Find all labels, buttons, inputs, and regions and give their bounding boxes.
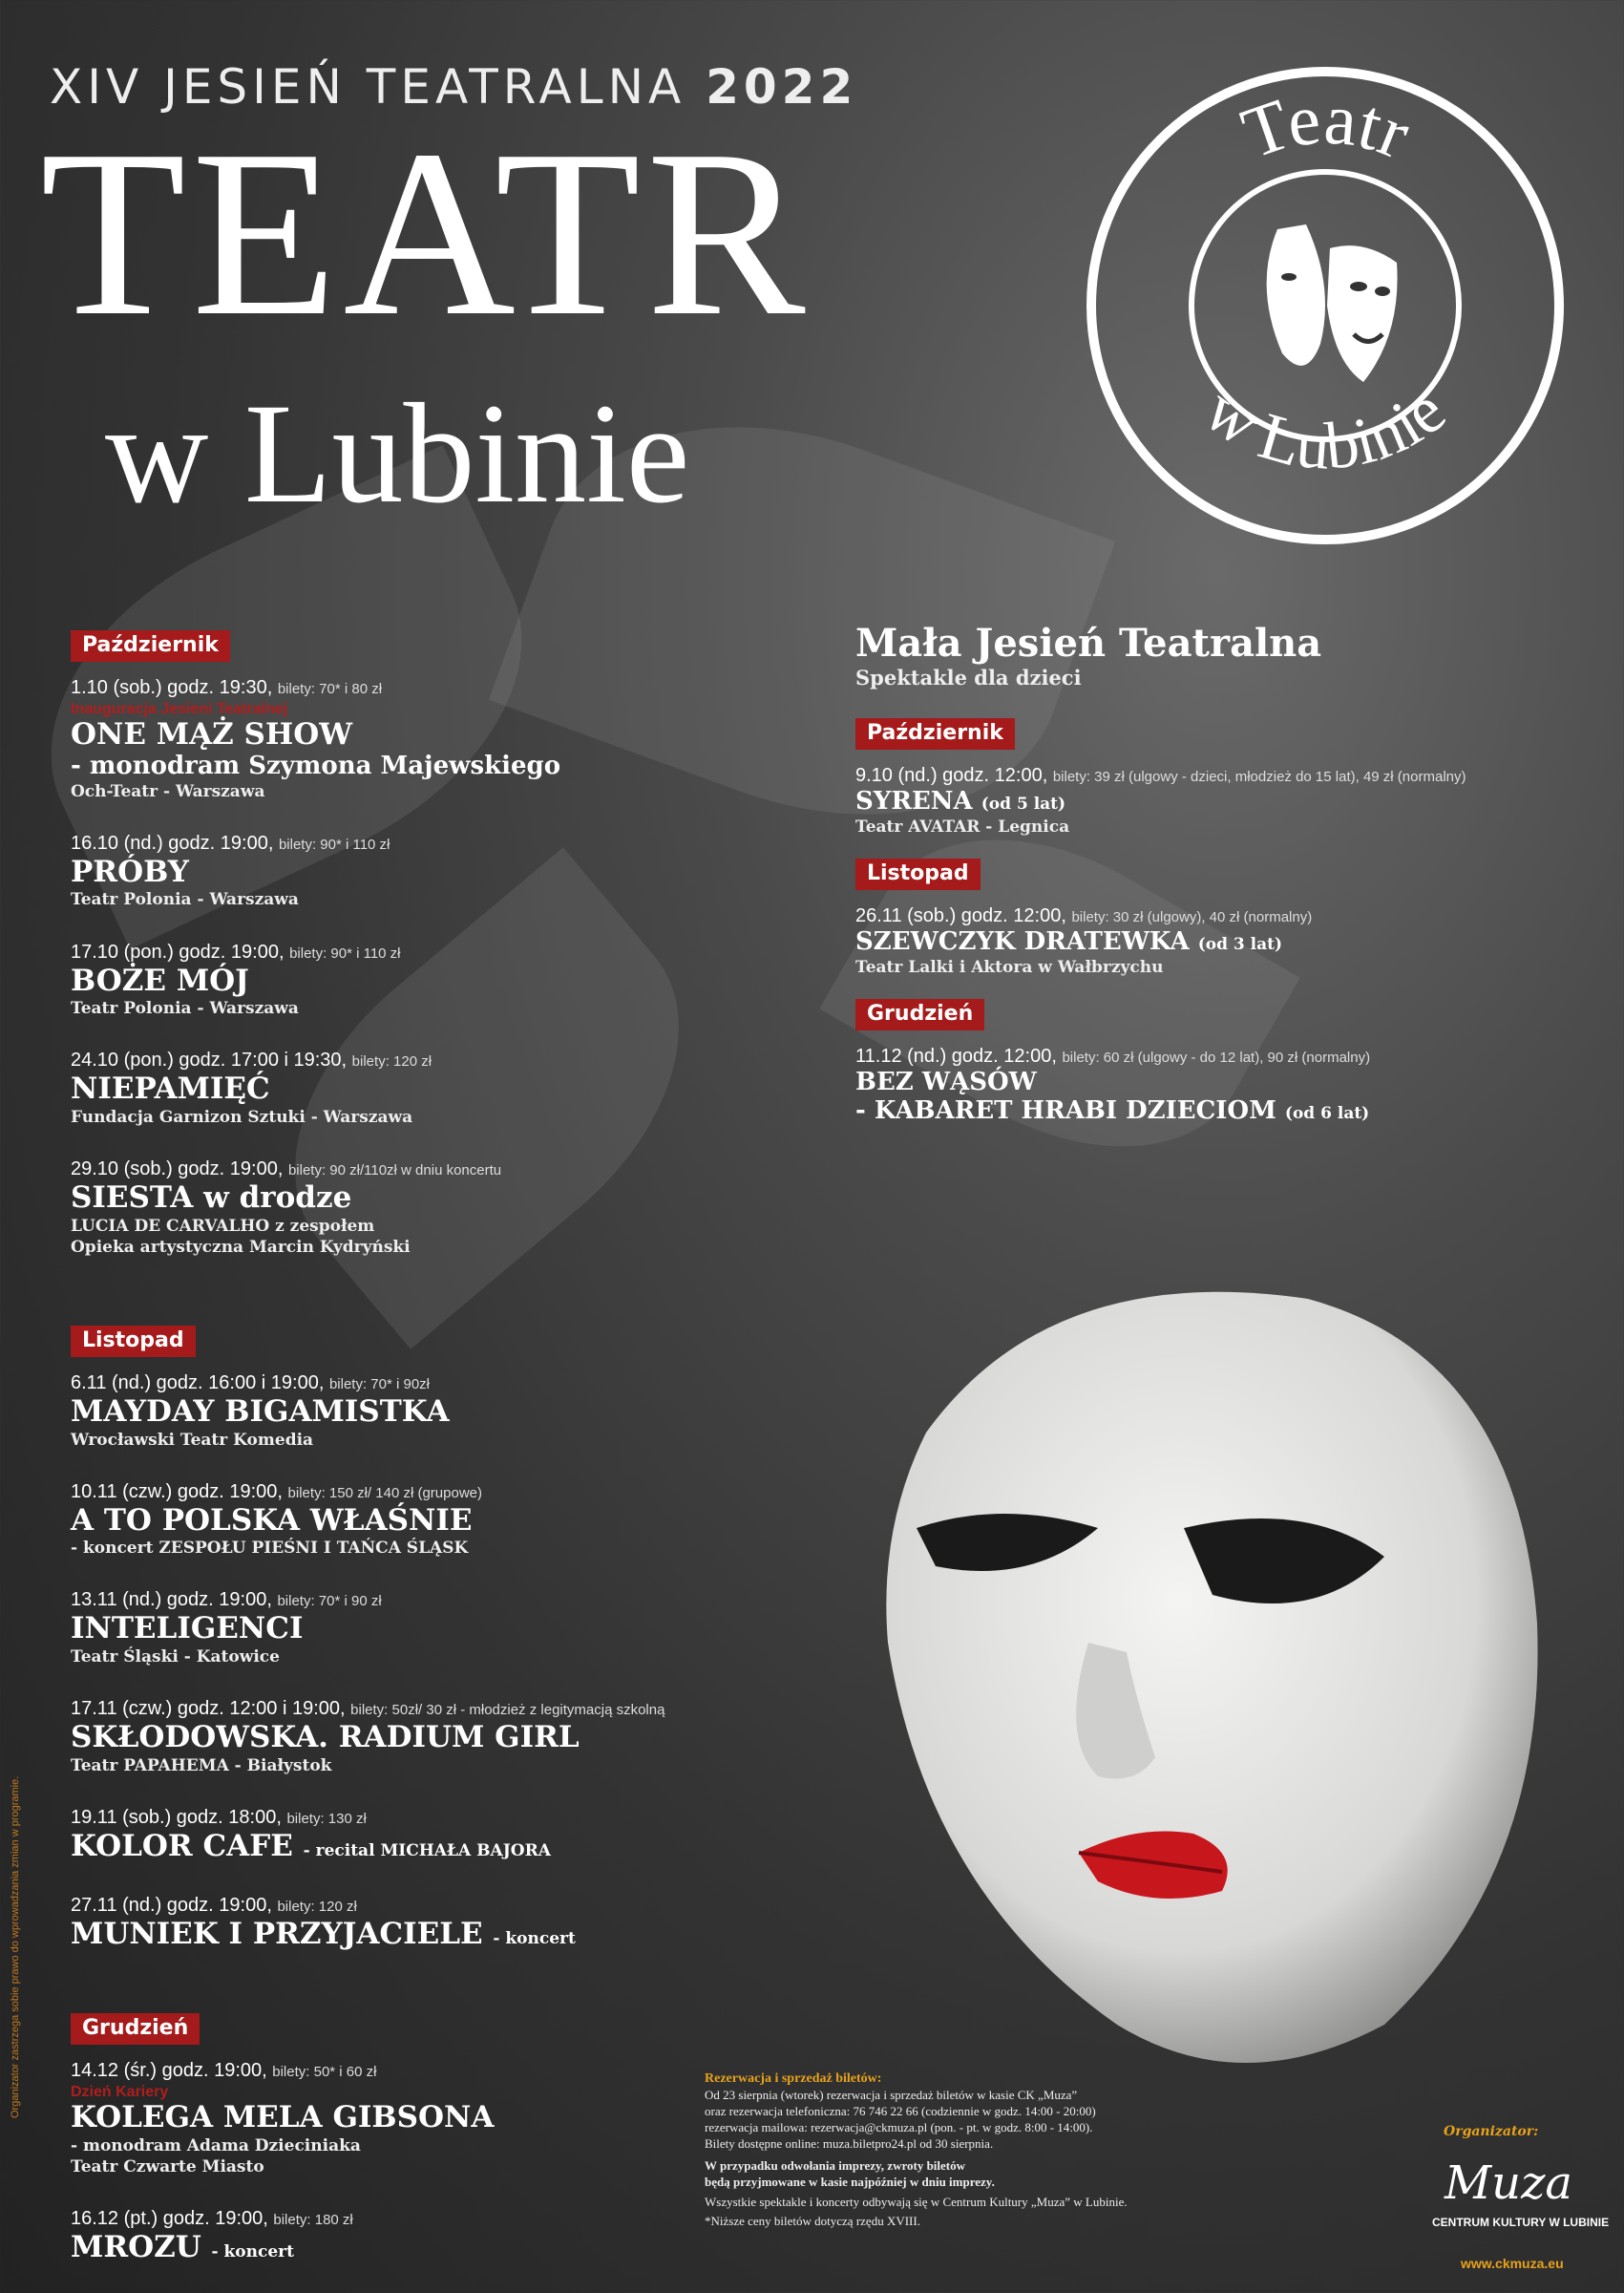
event-title-text: BEZ WĄSÓW [855, 1067, 1037, 1096]
event-item [71, 940, 739, 1020]
event-performer: Teatr Czwarte Miasto [71, 2156, 264, 2176]
event-item [71, 1048, 739, 1128]
event-tickets: bilety: 30 zł (ulgowy), 40 zł (normalny) [1071, 908, 1313, 925]
event-title-text: BOŻE MÓJ [71, 963, 249, 998]
event-performer: Wrocławski Teatr Komedia [71, 1430, 314, 1450]
left-program-november [71, 1326, 739, 1980]
event-title-suffix: - recital MICHAŁA BAJORA [303, 1840, 551, 1860]
muza-logo [1413, 2149, 1604, 2216]
event-date: 11.12 (nd.) godz. 12:00, [855, 1045, 1057, 1067]
event-date: 16.10 (nd.) godz. 19:00, [71, 832, 274, 854]
event-datetime [71, 1479, 739, 1504]
month-label: Listopad [855, 859, 981, 890]
event-title-line2 [855, 1097, 1600, 1126]
event-performer: Och-Teatr - Warszawa [71, 781, 265, 801]
event-date: 6.11 (nd.) godz. 16:00 i 19:00, [71, 1372, 325, 1393]
event-item [71, 1696, 739, 1776]
event-age: (od 3 lat) [1197, 934, 1283, 954]
event-tickets: bilety: 39 zł (ulgowy - dzieci, młodzież do 15 lat), 49 zł (normalny) [1052, 769, 1466, 785]
event-tickets: bilety: 70* i 80 zł [277, 681, 383, 697]
event-title-text: SKŁODOWSKA. RADIUM GIRL [71, 1720, 580, 1755]
event-item [71, 675, 739, 802]
event-title-text: MUNIEK I PRZYJACIELE [71, 1916, 483, 1951]
month-label-november: Listopad [71, 1326, 196, 1357]
refund-note: będą przyjmowane w kasie najpóźniej w dniu imprezy. [705, 2174, 995, 2189]
event-tickets: bilety: 90* i 110 zł [278, 836, 390, 853]
event-tickets: bilety: 70* i 90zł [328, 1376, 430, 1392]
event-datetime [855, 903, 1600, 928]
event-date: 9.10 (nd.) godz. 12:00, [855, 765, 1048, 786]
event-title [71, 1504, 739, 1539]
left-program-december [71, 2013, 739, 2293]
event-tickets: bilety: 180 zł [273, 2212, 353, 2229]
event-datetime [71, 675, 739, 700]
event-datetime [71, 831, 739, 856]
event-tickets: bilety: 150 zł/ 140 zł (grupowe) [287, 1484, 482, 1501]
event-performer: - monodram Adama Dzieciniaka [71, 2135, 361, 2155]
event-date: 14.12 (śr.) godz. 19:00, [71, 2060, 267, 2081]
event-performer: LUCIA DE CARVALHO z zespołem [71, 1216, 375, 1236]
event-title [71, 965, 739, 999]
event-title-text: MAYDAY BIGAMISTKA [71, 1394, 450, 1429]
event-age: (od 6 lat) [1284, 1103, 1370, 1123]
event-datetime [71, 940, 739, 965]
event-tickets: bilety: 70* i 90 zł [277, 1593, 382, 1610]
event-item [71, 1370, 739, 1451]
white-mask-image [812, 1242, 1575, 2101]
event-performer: Teatr AVATAR - Legnica [855, 817, 1070, 837]
event-date: 17.10 (pon.) godz. 19:00, [71, 941, 285, 963]
logo-bottom-text: w Lubinie [1191, 372, 1460, 484]
event-date: 26.11 (sob.) godz. 12:00, [855, 904, 1066, 926]
event-title-text: INTELIGENCI [71, 1611, 304, 1646]
event-datetime [71, 1893, 739, 1918]
event-title [71, 1830, 739, 1864]
price-footnote: *Niższe ceny biletów dotyczą rzędu XVIII. [705, 2214, 920, 2229]
right-program [855, 621, 1600, 1147]
event-title-text: SIESTA w drodze [71, 1180, 352, 1216]
kids-event-item [855, 763, 1600, 838]
event-title-suffix: - koncert [211, 2242, 294, 2262]
event-date: 13.11 (nd.) godz. 19:00, [71, 1589, 272, 1611]
event-date: 17.11 (czw.) godz. 12:00 i 19:00, [71, 1698, 346, 1720]
event-title [71, 1918, 739, 1952]
website-link[interactable]: www.ckmuza.eu [1461, 2256, 1564, 2271]
event-title [855, 928, 1600, 957]
event-title [855, 788, 1600, 817]
event-date: 16.12 (pt.) godz. 19:00, [71, 2208, 268, 2230]
ticket-info-heading: Rezerwacja i sprzedaż biletów: [705, 2071, 882, 2086]
event-datetime [71, 1048, 739, 1072]
event-datetime [71, 1696, 739, 1721]
event-note: Dzień Kariery [71, 2084, 169, 2100]
ticket-info-line: Bilety dostępne online: muza.biletpro24.pl od 30 sierpnia. [705, 2135, 994, 2151]
event-datetime [71, 2206, 739, 2231]
event-datetime [71, 1157, 739, 1181]
month-label-december: Grudzień [71, 2013, 200, 2045]
event-title [71, 718, 739, 753]
kids-event-item [855, 903, 1600, 978]
ticket-info [705, 2070, 1297, 2230]
month-label: Grudzień [855, 999, 984, 1030]
event-tickets: bilety: 120 zł [277, 1898, 357, 1915]
event-tickets: bilety: 90* i 110 zł [289, 945, 401, 962]
event-date: 24.10 (pon.) godz. 17:00 i 19:30, [71, 1050, 348, 1072]
event-title-text: ONE MĄŻ SHOW [71, 717, 353, 753]
event-tickets: bilety: 120 zł [351, 1053, 432, 1071]
event-performer: - koncert ZESPOŁU PIEŚNI I TAŃCA ŚLĄSK [71, 1539, 469, 1559]
event-performer: Teatr Polonia - Warszawa [71, 999, 299, 1019]
kids-program-subheading: Spektakle dla dzieci [855, 666, 1082, 690]
svg-text:Muza: Muza [1445, 2156, 1572, 2210]
event-item [71, 2206, 739, 2265]
event-performer: Teatr Śląski - Katowice [71, 1647, 280, 1667]
page-title: TEATR [40, 101, 812, 366]
event-tickets: bilety: 130 zł [286, 1810, 367, 1827]
event-title-text: SZEWCZYK DRATEWKA [855, 926, 1190, 956]
event-title-text: A TO POLSKA WŁAŚNIE [71, 1502, 473, 1538]
event-datetime [855, 1044, 1600, 1069]
event-date: 29.10 (sob.) godz. 19:00, [71, 1158, 284, 1180]
refund-note: W przypadku odwołania imprezy, zwroty biletów [705, 2157, 966, 2173]
event-tickets: bilety: 90 zł/110zł w dniu koncertu [287, 1162, 502, 1179]
event-title [855, 1069, 1600, 1097]
organizer-name: CENTRUM KULTURY W LUBINIE [1432, 2216, 1610, 2229]
theatre-masks-icon [1267, 224, 1398, 382]
event-tickets: bilety: 60 zł (ulgowy - do 12 lat), 90 zł (normalny) [1062, 1049, 1371, 1066]
event-date: 19.11 (sob.) godz. 18:00, [71, 1806, 282, 1828]
month-label-october: Październik [71, 630, 230, 662]
teatr-logo [1077, 57, 1573, 554]
event-item [71, 1479, 739, 1560]
event-title [71, 1395, 739, 1430]
event-tickets: bilety: 50* i 60 zł [272, 2064, 377, 2080]
event-performer: Teatr Polonia - Warszawa [71, 890, 299, 910]
event-datetime [71, 1805, 739, 1830]
event-datetime [71, 1370, 739, 1395]
event-title [71, 2231, 739, 2265]
event-title-line2: - monodram Szymona Majewskiego [71, 751, 561, 780]
side-disclaimer: Organizator zastrzega sobie prawo do wprowadzania zmian w programie. [10, 1775, 21, 2118]
kids-program-heading: Mała Jesień Teatralna [855, 621, 1322, 666]
event-performer: Teatr PAPAHEMA - Białystok [71, 1755, 332, 1775]
event-title-text: PRÓBY [71, 854, 189, 889]
ticket-info-line: Od 23 sierpnia (wtorek) rezerwacja i sprzedaż biletów w kasie CK „Muza” [705, 2088, 1078, 2103]
event-performer: Opieka artystyczna Marcin Kydryński [71, 1237, 411, 1257]
event-title-text: KOLOR CAFE [71, 1828, 293, 1863]
festival-supertitle: XIV JESIEŃ TEATRALNA 2022 [50, 59, 858, 115]
event-tickets: bilety: 50zł/ 30 zł - młodzież z legitymacją szkolną [350, 1702, 665, 1719]
page-subtitle: w Lubinie [105, 374, 690, 533]
event-performer: Fundacja Garnizon Sztuki - Warszawa [71, 1107, 413, 1127]
venue-note: Wszystkie spektakle i koncerty odbywają się w Centrum Kultury „Muza” w Lubinie. [705, 2194, 1128, 2209]
event-title-line2-text: - KABARET HRABI DZIECIOM [855, 1095, 1276, 1125]
event-title [71, 2101, 739, 2135]
event-note: Inauguracja Jesieni Teatralnej [71, 701, 288, 717]
event-title-text: KOLEGA MELA GIBSONA [71, 2100, 495, 2135]
ticket-info-line: oraz rezerwacja telefoniczna: 76 746 22 66 (codziennie w godz. 14:00 - 20:00) [705, 2104, 1096, 2119]
event-title [71, 1721, 739, 1755]
event-age: (od 5 lat) [981, 795, 1066, 814]
event-title-text: NIEPAMIĘĆ [71, 1072, 270, 1107]
event-item [71, 1805, 739, 1864]
event-date: 1.10 (sob.) godz. 19:30, [71, 677, 273, 698]
event-date: 10.11 (czw.) godz. 19:00, [71, 1480, 283, 1502]
month-label: Październik [855, 718, 1015, 750]
event-title [71, 1181, 739, 1216]
organizer-label: Organizator: [1444, 2124, 1539, 2139]
ticket-info-line: rezerwacja mailowa: rezerwacja@ckmuza.pl (pon. - pt. w godz. 8:00 - 14:00). [705, 2119, 1093, 2134]
event-title [71, 1072, 739, 1107]
event-item [71, 831, 739, 911]
event-date: 27.11 (nd.) godz. 19:00, [71, 1894, 272, 1916]
event-datetime [855, 763, 1600, 788]
event-item [71, 1893, 739, 1952]
event-title [71, 1612, 739, 1646]
event-title-suffix: - koncert [493, 1928, 576, 1948]
event-datetime [71, 1587, 739, 1612]
event-item [71, 1587, 739, 1667]
event-item [71, 2058, 739, 2177]
event-title-text: SYRENA [855, 787, 973, 816]
event-performer: Teatr Lalki i Aktora w Wałbrzychu [855, 957, 1164, 977]
event-item [71, 1157, 739, 1258]
kids-event-item [855, 1044, 1600, 1126]
event-title [71, 856, 739, 890]
event-datetime [71, 2058, 739, 2083]
logo-top-text: Teatr [1232, 78, 1422, 175]
left-program [71, 630, 739, 1286]
event-title-text: MROZU [71, 2230, 201, 2265]
